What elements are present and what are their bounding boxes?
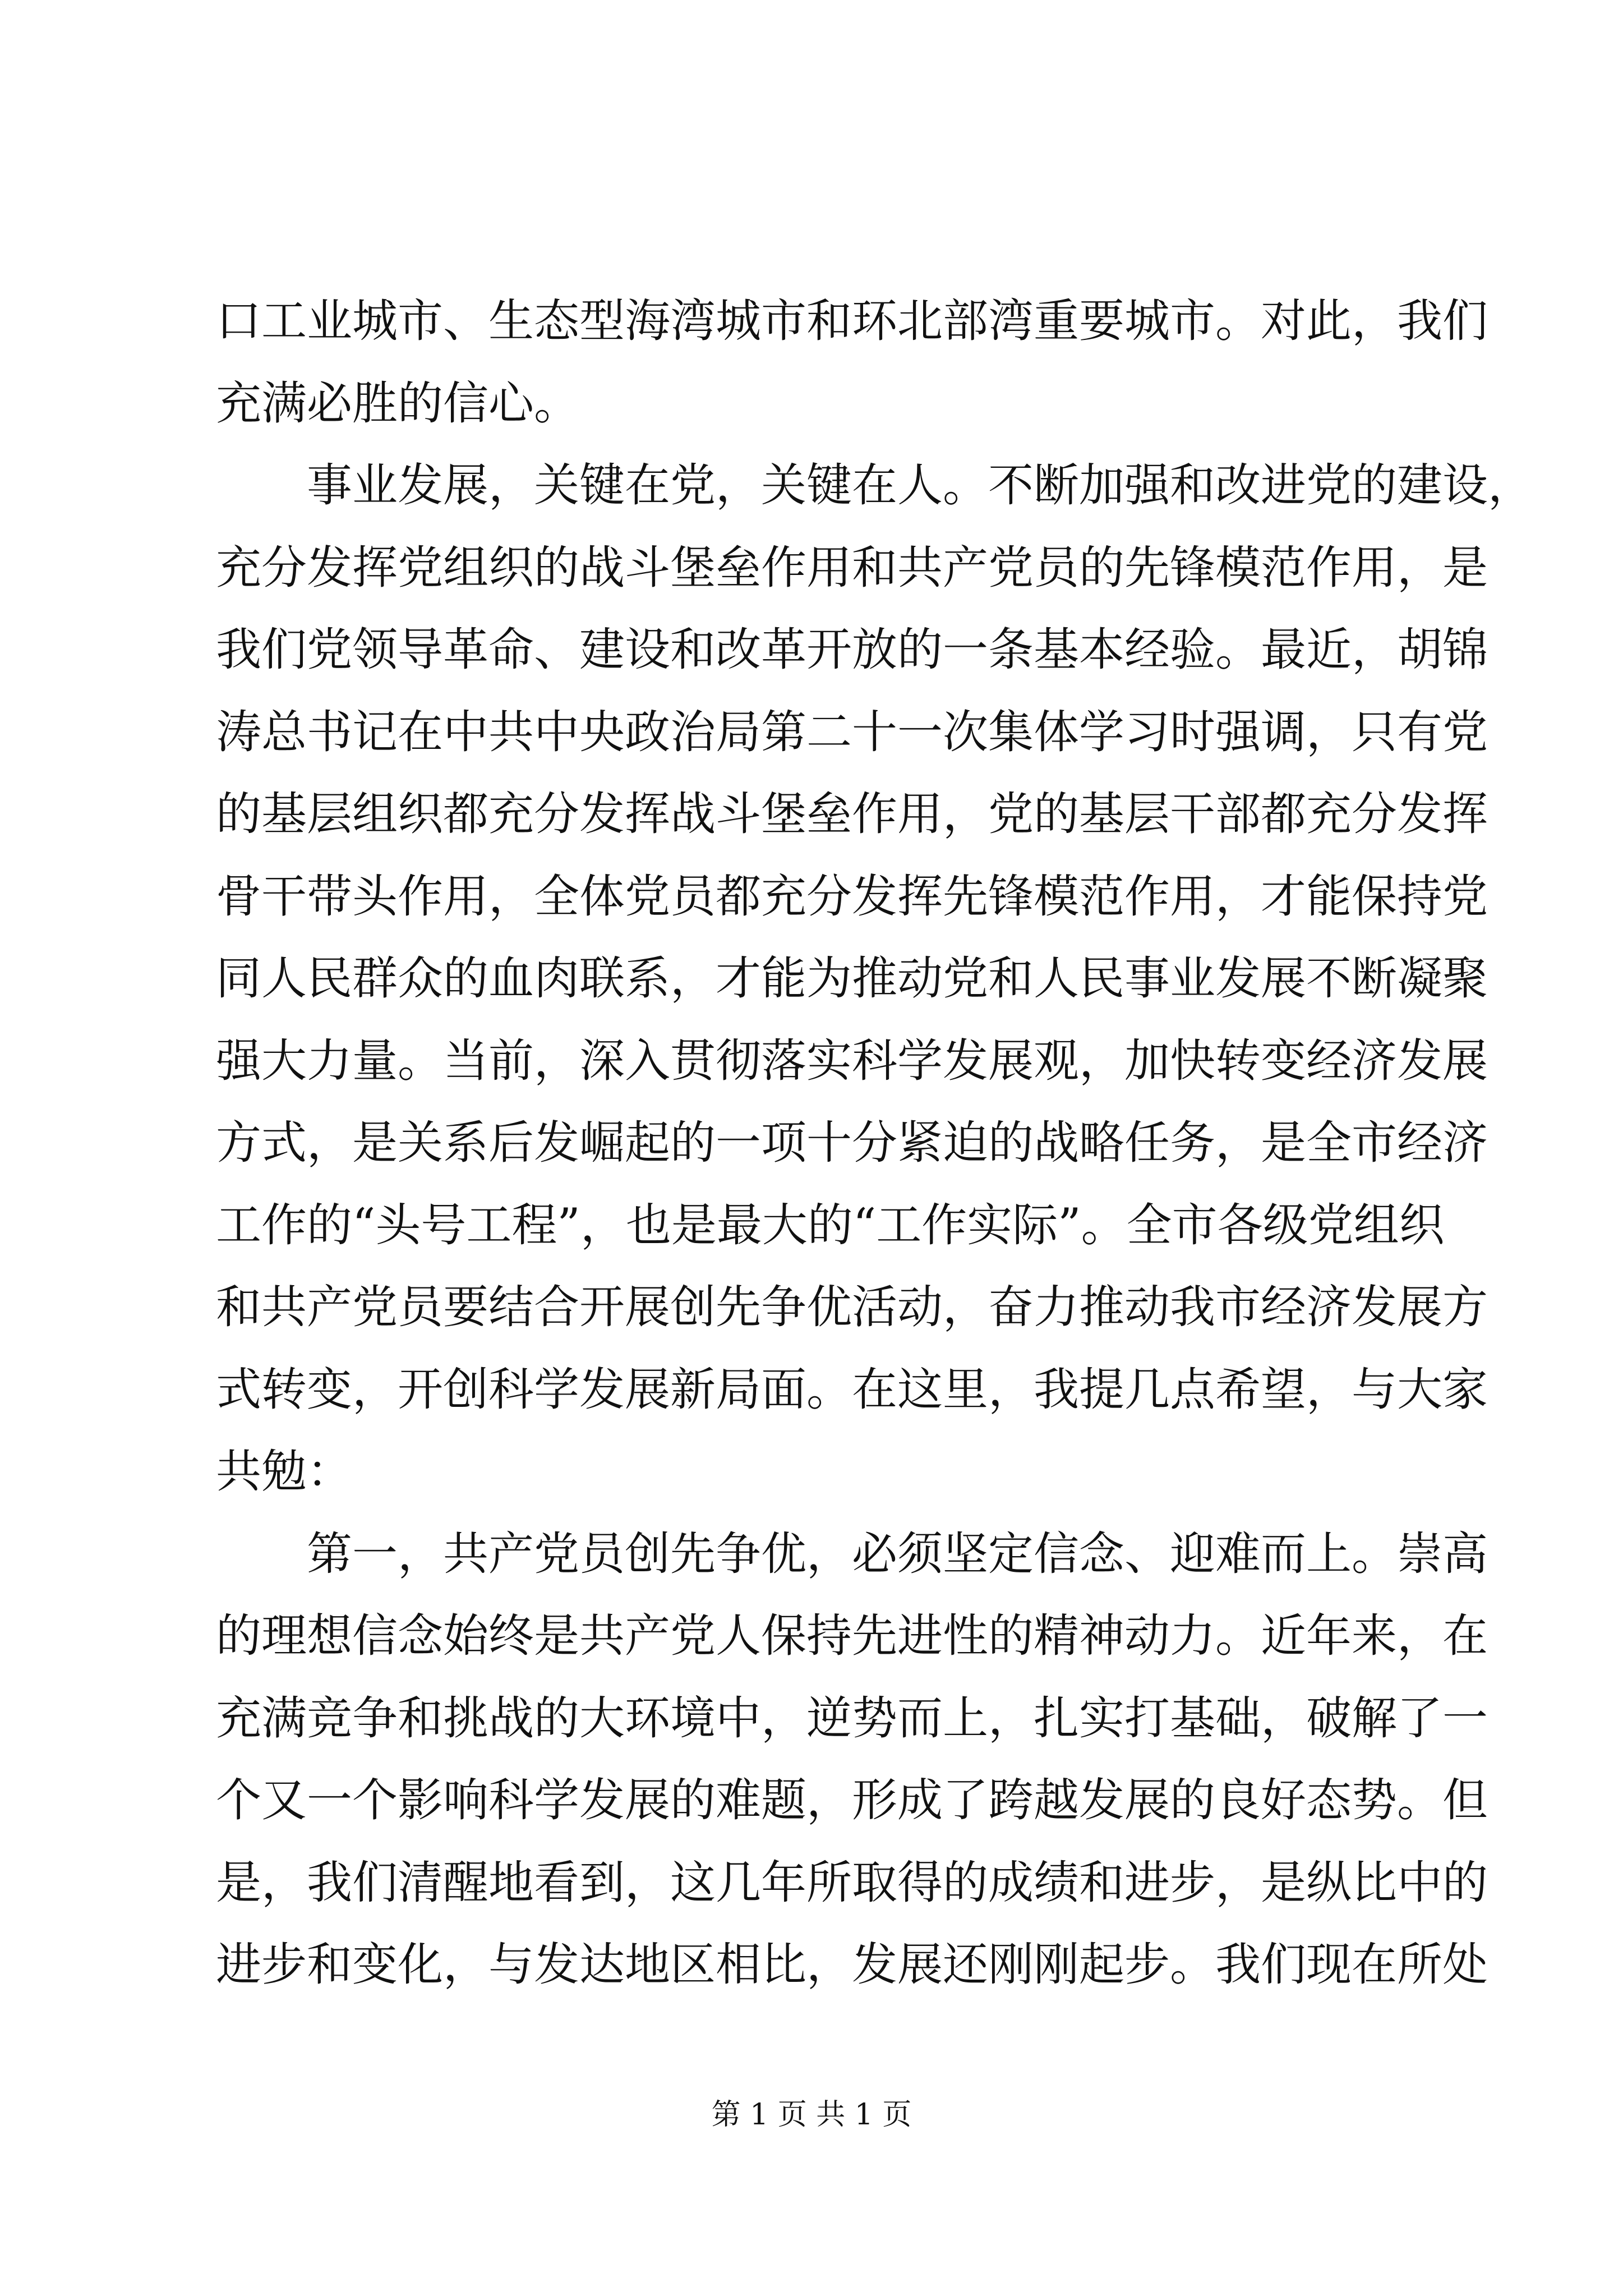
text-line: 充满竞争和挑战的大环境中，逆势而上，扎实打基础，破解了一 — [216, 1692, 1488, 1745]
text-line: 同人民群众的血肉联系，才能为推动党和人民事业发展不断凝聚 — [216, 953, 1488, 1005]
text-line: 进步和变化，与发达地区相比，发展还刚刚起步。我们现在所处 — [216, 1939, 1488, 1991]
text-line: 共勉： — [216, 1446, 353, 1498]
page-number-label: 第 1 页 共 1 页 — [711, 2098, 912, 2132]
paragraph-first-line: 事业发展，关键在党，关键在人。不断加强和改进党的建设， — [307, 459, 1534, 512]
text-line: 式转变，开创科学发展新局面。在这里，我提几点希望，与大家 — [216, 1363, 1488, 1416]
text-line: 骨干带头作用，全体党员都充分发挥先锋模范作用，才能保持党 — [216, 870, 1488, 923]
page-footer — [0, 2095, 1623, 2134]
text-line: 我们党领导革命、建设和改革开放的一条基本经验。最近，胡锦 — [216, 624, 1488, 677]
paragraph-first-line: 第一，共产党员创先争优，必须坚定信念、迎难而上。崇高 — [307, 1527, 1488, 1581]
text-line: 的理想信念始终是共产党人保持先进性的精神动力。近年来，在 — [216, 1610, 1488, 1663]
text-line: 是，我们清醒地看到，这几年所取得的成绩和进步，是纵比中的 — [216, 1856, 1488, 1910]
text-line: 方式，是关系后发崛起的一项十分紧迫的战略任务，是全市经济 — [216, 1117, 1488, 1170]
text-line: 工作的“头号工程”，也是最大的“工作实际”。全市各级党组织 — [216, 1199, 1445, 1252]
text-line: 涛总书记在中共中央政治局第二十一次集体学习时强调，只有党 — [216, 706, 1488, 759]
text-line: 个又一个影响科学发展的难题，形成了跨越发展的良好态势。但 — [216, 1774, 1488, 1827]
text-line: 强大力量。当前，深入贯彻落实科学发展观，加快转变经济发展 — [216, 1034, 1488, 1088]
text-line: 充分发挥党组织的战斗堡垒作用和共产党员的先锋模范作用，是 — [216, 541, 1488, 595]
document-body — [216, 280, 1534, 2007]
text-line: 和共产党员要结合开展创先争优活动，奋力推动我市经济发展方 — [216, 1281, 1488, 1334]
text-line: 充满必胜的信心。 — [216, 377, 580, 430]
text-line: 的基层组织都充分发挥战斗堡垒作用，党的基层干部都充分发挥 — [216, 788, 1488, 841]
text-line: 口工业城市、生态型海湾城市和环北部湾重要城市。对此，我们 — [216, 295, 1488, 348]
